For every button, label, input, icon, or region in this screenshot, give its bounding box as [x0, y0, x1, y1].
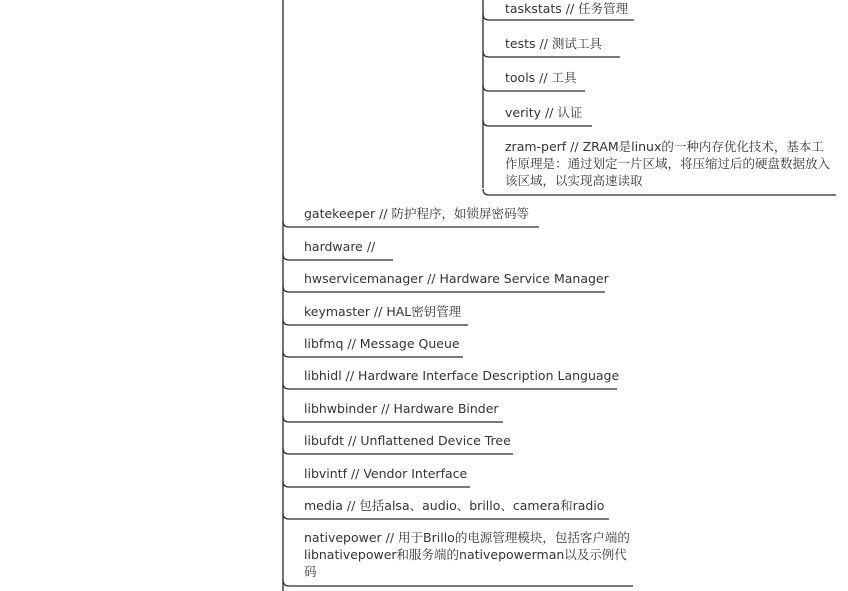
node-tools[interactable]: tools // 工具	[505, 70, 577, 85]
connector-zram	[483, 189, 836, 195]
node-tests[interactable]: tests // 测试工具	[505, 36, 602, 51]
node-verity[interactable]: verity // 认证	[505, 105, 583, 120]
node-libvintf[interactable]: libvintf // Vendor Interface	[304, 466, 468, 481]
node-libhwbinder[interactable]: libhwbinder // Hardware Binder	[304, 401, 499, 416]
node-taskstats[interactable]: taskstats // 任务管理	[505, 1, 629, 16]
node-hwservicemanager[interactable]: hwservicemanager // Hardware Service Manager	[304, 271, 609, 286]
node-libfmq[interactable]: libfmq // Message Queue	[304, 336, 460, 351]
node-libufdt[interactable]: libufdt // Unflattened Device Tree	[304, 433, 511, 448]
node-hardware[interactable]: hardware //	[304, 239, 376, 254]
node-gatekeeper[interactable]: gatekeeper // 防护程序，如锁屏密码等	[304, 206, 529, 221]
node-zram-perf[interactable]: zram-perf // ZRAM是linux的一种内存优化技术，基本工作原理是：通过划定一片区域，将压缩过后的硬盘数据放入该区域，以实现高速读取	[505, 139, 831, 188]
node-nativepower[interactable]: nativepower // 用于Brillo的电源管理模块，包括客户端的libnativepower和服务端的nativepowerman以及示例代码	[304, 530, 630, 579]
node-libhidl[interactable]: libhidl // Hardware Interface Description Language	[304, 368, 620, 383]
connector-nativepower	[283, 580, 633, 586]
node-media[interactable]: media // 包括alsa、audio、brillo、camera和radio	[304, 498, 605, 513]
node-keymaster[interactable]: keymaster // HAL密钥管理	[304, 304, 462, 319]
